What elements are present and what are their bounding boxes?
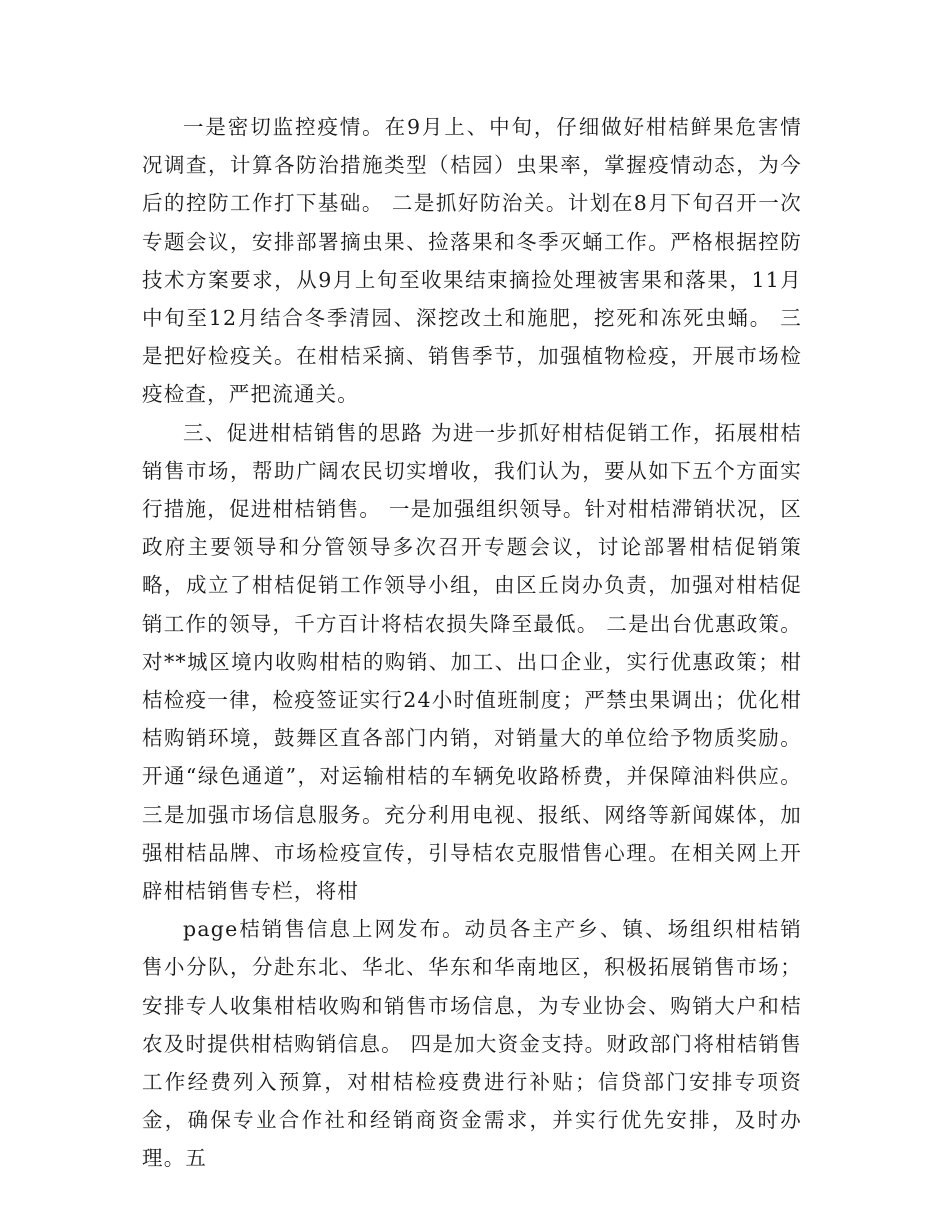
paragraph-sales-continued: page桔销售信息上网发布。动员各主产乡、镇、场组织柑桔销售小分队，分赴东北、华北、华东和华南地区，积极拓展销售市场；安排专人收集柑桔收购和销售市场信息，为专业协会、购销大户和桔农及时提供柑桔购销信息。 四是加大资金支持。财政部门将柑桔销售工作经费列入预算，对柑桔检疫费进行补贴；信贷部门安排专项资金，确保专业合作社和经销商资金需求，并实行优先安排，及时办理。五 (142, 917, 802, 1171)
paragraph-epidemic-control: 一是密切监控疫情。在9月上、中旬，仔细做好柑桔鲜果危害情况调查，计算各防治措施类型（桔园）虫果率，掌握疫情动态，为今后的控防工作打下基础。 二是抓好防治关。计划在8月下旬召开一次专题会议，安排部署摘虫果、捡落果和冬季灭蛹工作。严格根据控防技术方案要求，从9月上旬至收果结束摘捡处理被害果和落果，11月中旬至12月结合冬季清园、深挖改土和施肥，挖死和冻死虫蛹。 三是把好检疫关。在柑桔采摘、销售季节，加强植物检疫，开展市场检疫检查，严把流通关。 (142, 115, 802, 407)
document-body (142, 108, 802, 1178)
paragraph-sales-strategy: 三、促进柑桔销售的思路 为进一步抓好柑桔促销工作，拓展柑桔销售市场，帮助广阔农民切实增收，我们认为，要从如下五个方面实行措施，促进柑桔销售。 一是加强组织领导。针对柑桔滞销状况，区政府主要领导和分管领导多次召开专题会议，讨论部署柑桔促销策略，成立了柑桔促销工作领导小组，由区丘岗办负责，加强对柑桔促销工作的领导，千方百计将桔农损失降至最低。 二是出台优惠政策。对**城区境内收购柑桔的购销、加工、出口企业，实行优惠政策；柑桔检疫一律，检疫签证实行24小时值班制度；严禁虫果调出；优化柑桔购销环境，鼓舞区直各部门内销，对销量大的单位给予物质奖励。开通“绿色通道”，对运输柑桔的车辆免收路桥费，并保障油料供应。 三是加强市场信息服务。充分利用电视、报纸、网络等新闻媒体，加强柑桔品牌、市场检疫宣传，引导桔农克服惜售心理。在相关网上开辟柑桔销售专栏，将柑 (142, 420, 802, 904)
